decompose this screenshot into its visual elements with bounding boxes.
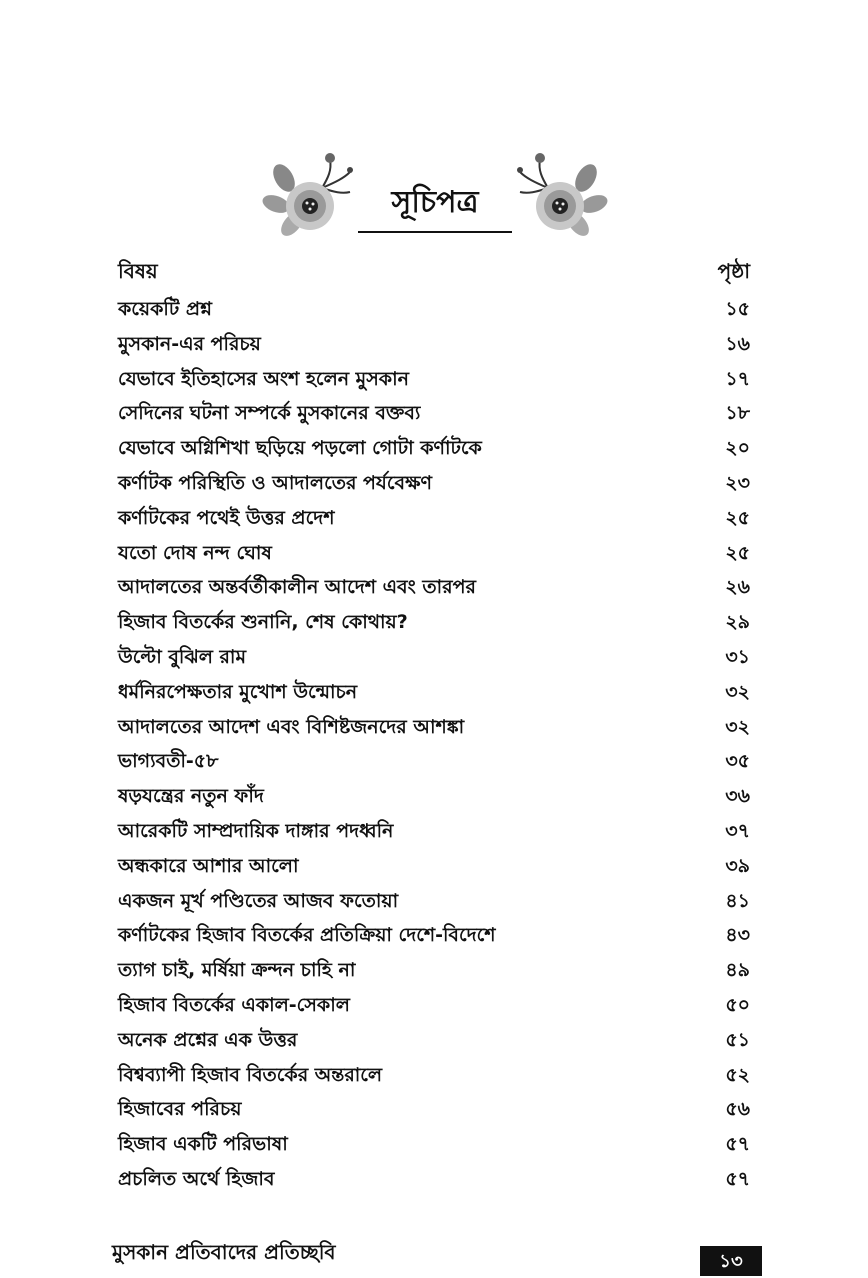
toc-entry-title: অন্ধকারে আশার আলো <box>118 854 299 877</box>
toc-entry-page: ৩৬ <box>725 785 750 808</box>
footer-book-title: মুসকান প্রতিবাদের প্রতিচ্ছবি <box>112 1240 336 1264</box>
subject-label: বিষয় <box>118 259 158 283</box>
toc-entry-title: হিজাব বিতর্কের শুনানি, শেষ কোথায়? <box>118 611 408 634</box>
toc-entry-page: ৩১ <box>725 645 750 668</box>
toc-entry <box>118 849 750 884</box>
toc-entry-title: যতো দোষ নন্দ ঘোষ <box>118 541 272 564</box>
page-number-badge: ১৩ <box>700 1246 762 1276</box>
toc-entry-title: ত্যাগ চাই, মর্ষিয়া ক্রন্দন চাহি না <box>118 959 356 982</box>
toc-entry <box>118 640 750 675</box>
toc-entry <box>118 292 750 327</box>
page-title: সূচিপত্র <box>391 185 479 220</box>
toc-entry <box>118 1127 750 1162</box>
toc-entry-page: ৫১ <box>725 1028 750 1051</box>
toc-entry-page: ২৬ <box>725 576 750 599</box>
toc-entry-title: ষড়যন্ত্রের নতুন ফাঁদ <box>118 785 264 808</box>
toc-entry-page: ৫৬ <box>725 1098 750 1121</box>
toc-entry-page: ৩৫ <box>725 750 750 773</box>
flower-ornament-icon <box>516 148 608 240</box>
toc-entry-title: কয়েকটি প্রশ্ন <box>118 298 212 320</box>
toc-entry-title: প্রচলিত অর্থে হিজাব <box>118 1167 275 1190</box>
toc-entry-title: একজন মূর্খ পণ্ডিতের আজব ফতোয়া <box>118 889 399 912</box>
toc-entry-title: সেদিনের ঘটনা সম্পর্কে মুসকানের বক্তব্য <box>118 402 421 425</box>
toc-entry-title: ভাগ্যবতী-৫৮ <box>118 750 219 773</box>
toc-entry <box>118 779 750 814</box>
toc-entry <box>118 1162 750 1197</box>
toc-entry <box>118 988 750 1023</box>
toc-entry <box>118 953 750 988</box>
toc-entry-title: অনেক প্রশ্নের এক উত্তর <box>118 1028 298 1051</box>
toc-entry <box>118 675 750 710</box>
toc-entry-title: আদালতের অন্তর্বর্তীকালীন আদেশ এবং তারপর <box>118 576 476 599</box>
toc-entry-page: ২৫ <box>725 506 750 529</box>
toc-entry-page: ৫০ <box>725 993 750 1016</box>
toc-entry-title: হিজাব বিতর্কের একাল-সেকাল <box>118 993 350 1016</box>
toc-entry-page: ১৬ <box>725 332 750 355</box>
toc-entry <box>118 1058 750 1093</box>
toc-entry-page: ৩২ <box>725 715 750 738</box>
toc-entry <box>118 918 750 953</box>
toc-entry-title: মুসকান-এর পরিচয় <box>118 332 261 355</box>
toc-entry-title: হিজাব একটি পরিভাষা <box>118 1133 288 1156</box>
toc-entry <box>118 605 750 640</box>
toc-entry-title: যেভাবে ইতিহাসের অংশ হলেন মুসকান <box>118 367 409 390</box>
toc-entry-page: ২০ <box>725 437 750 460</box>
toc-list <box>118 292 750 1197</box>
toc-entry-title: আরেকটি সাম্প্রদায়িক দাঙ্গার পদধ্বনি <box>118 819 394 842</box>
toc-entry <box>118 570 750 605</box>
toc-entry-title: ধর্মনিরপেক্ষতার মুখোশ উন্মোচন <box>118 680 358 703</box>
toc-entry <box>118 1092 750 1127</box>
toc-entry-title: কর্ণাটকের হিজাব বিতর্কের প্রতিক্রিয়া দেশে-বিদেশে <box>118 924 496 947</box>
toc-entry-page: ৪৯ <box>725 959 750 982</box>
toc-entry-page: ৫২ <box>725 1063 750 1086</box>
toc-entry-page: ৪১ <box>725 889 750 912</box>
toc-entry-title: হিজাবের পরিচয় <box>118 1098 242 1121</box>
toc-entry-page: ২৩ <box>725 471 750 494</box>
toc-entry-page: ১৮ <box>725 402 750 425</box>
toc-entry-title: কর্ণাটকের পথেই উত্তর প্রদেশ <box>118 506 335 529</box>
toc-entry-page: ৫৭ <box>725 1167 750 1190</box>
toc-entry-title: উল্টো বুঝিল রাম <box>118 645 246 668</box>
toc-entry-page: ১৭ <box>725 367 750 390</box>
toc-entry <box>118 501 750 536</box>
toc-entry <box>118 814 750 849</box>
toc-entry-page: ৩২ <box>725 680 750 703</box>
toc-entry-page: ২৯ <box>725 611 750 634</box>
toc-entry <box>118 466 750 501</box>
toc-entry-title: কর্ণাটক পরিস্থিতি ও আদালতের পর্যবেক্ষণ <box>118 471 432 494</box>
toc-entry-title: যেভাবে অগ্নিশিখা ছড়িয়ে পড়লো গোটা কর্ণাটকে <box>118 437 482 460</box>
toc-entry-page: ৩৭ <box>725 819 750 842</box>
toc-entry <box>118 744 750 779</box>
toc-entry <box>118 327 750 362</box>
title-underline <box>358 231 512 233</box>
toc-entry-page: ৫৭ <box>725 1133 750 1156</box>
toc-entry-page: ১৫ <box>725 298 750 320</box>
toc-entry <box>118 1023 750 1058</box>
toc-entry-page: ৩৯ <box>725 854 750 877</box>
page-label: পৃষ্ঠা <box>717 259 750 283</box>
toc-entry <box>118 710 750 745</box>
toc-entry <box>118 396 750 431</box>
toc-entry <box>118 362 750 397</box>
toc-entry-page: ২৫ <box>725 541 750 564</box>
toc-entry <box>118 536 750 571</box>
page-header <box>0 140 868 250</box>
toc-entry-page: ৪৩ <box>725 924 750 947</box>
toc-header <box>118 257 750 287</box>
toc-entry-title: আদালতের আদেশ এবং বিশিষ্টজনদের আশঙ্কা <box>118 715 465 738</box>
toc-entry-title: বিশ্বব্যাপী হিজাব বিতর্কের অন্তরালে <box>118 1063 383 1086</box>
toc-entry <box>118 431 750 466</box>
toc-entry <box>118 884 750 919</box>
flower-ornament-icon <box>262 148 354 240</box>
